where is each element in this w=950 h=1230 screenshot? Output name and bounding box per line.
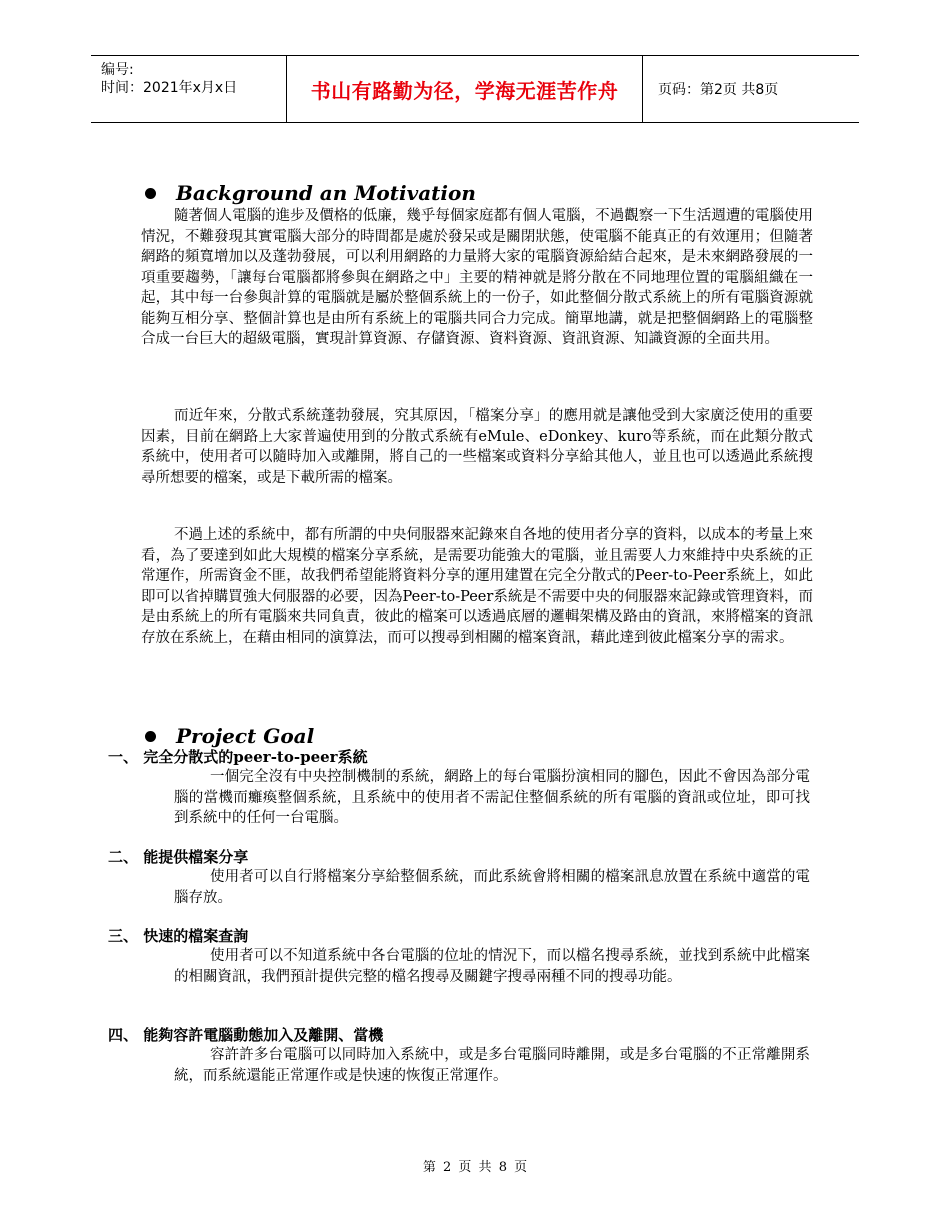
header-motto: 书山有路勤为径，学海无涯苦作舟 (310, 78, 619, 103)
header-motto-cell (286, 56, 643, 122)
section-title-text: Background an Motivation (176, 181, 476, 205)
goal-heading-2: 二、 能提供檔案分享 (108, 848, 249, 866)
bullet-icon (145, 188, 156, 199)
header-page-cell (642, 56, 859, 122)
goal-body-3: 使用者可以不知道系統中各台電腦的位址的情況下，而以檔名搜尋系統，並找到系統中此檔案的相關資訊，我們預計提供完整的檔名搜尋及關鍵字搜尋兩種不同的搜尋功能。 (174, 948, 810, 985)
goal-body-2: 使用者可以自行將檔案分享給整個系統，而此系統會將相關的檔案訊息放置在系統中適當的電腦存放。 (174, 869, 810, 906)
goal-heading-4: 四、 能夠容許電腦動態加入及離開、當機 (108, 1026, 384, 1044)
goal-heading-3: 三、 快速的檔案查詢 (108, 927, 249, 945)
header-page-info: 页码：第2页 共8页 (658, 82, 779, 98)
paragraph-3: 不過上述的系統中，都有所謂的中央伺服器來記錄來自各地的使用者分享的資料，以成本的考量上來看，為了要達到如此大規模的檔案分享系統，是需要功能強大的電腦，並且需要人力來維持中央系統的正常運作，所需資金不匪，故我們希望能將資料分享的運用建置在完全分散式的Peer-to-Peer系統上，如此即可以省掉購買強大伺服器的必要，因為Peer-to-Peer系統是不需要中央的伺服器來記錄或管理資料，而是由系統上的所有電腦來共同負責，彼此的檔案可以透過底層的邏輯架構及路由的資訊，來將檔案的資訊存放在系統上，在藉由相同的演算法，而可以搜尋到相關的檔案資訊，藉此達到彼此檔案分享的需求。 (141, 527, 813, 646)
doc-time-label: 时间：2021年x月x日 (101, 80, 238, 96)
bullet-icon (145, 731, 156, 742)
page-header (91, 55, 859, 123)
header-meta (91, 56, 286, 122)
page-footer: 第 2 页 共 8 页 (422, 1160, 528, 1175)
goal-body-4: 容許許多台電腦可以同時加入系統中，或是多台電腦同時離開，或是多台電腦的不正常離開系統，而系統還能正常運作或是快速的恢復正常運作。 (174, 1047, 810, 1084)
section-title-text: Project Goal (176, 724, 315, 748)
section-title-goal (145, 724, 314, 748)
paragraph-2: 而近年來，分散式系統蓬勃發展，究其原因，「檔案分享」的應用就是讓他受到大家廣泛使用的重要因素，目前在網路上大家普遍使用到的分散式系統有eMule、eDonkey、kuro等系統，而在此類分散式系統中，使用者可以隨時加入或離開，將自己的一些檔案或資料分享給其他人，並且也可以透過此系統搜尋所想要的檔案，或是下載所需的檔案。 (141, 408, 813, 486)
section-title-background (145, 181, 476, 205)
paragraph-1: 隨著個人電腦的進步及價格的低廉，幾乎每個家庭都有個人電腦，不過觀察一下生活週遭的電腦使用情況，不難發現其實電腦大部分的時間都是處於發呆或是關閉狀態，使電腦不能真正的有效運用；但隨著網路的頻寬增加以及蓬勃發展，可以利用網路的力量將大家的電腦資源給結合起來，是未來網路發展的一項重要趨勢，「讓每台電腦都將參與在網路之中」主要的精神就是將分散在不同地理位置的電腦組織在一起，其中每一台參與計算的電腦就是屬於整個系統上的一份子，如此整個分散式系統上的所有電腦資源就能夠互相分享、整個計算也是由所有系統上的電腦共同合力完成。簡單地講，就是把整個網路上的電腦整合成一台巨大的超級電腦，實現計算資源、存儲資源、資料資源、資訊資源、知識資源的全面共用。 (141, 208, 813, 347)
goal-body-1: 一個完全沒有中央控制機制的系統，網路上的每台電腦扮演相同的腳色，因此不會因為部分電腦的當機而癱瘓整個系統，且系統中的使用者不需記住整個系統的所有電腦的資訊或位址，即可找到系統中的任何一台電腦。 (174, 769, 810, 826)
doc-number-label: 编号: (101, 62, 134, 78)
goal-heading-1: 一、 完全分散式的peer-to-peer系統 (108, 748, 368, 766)
